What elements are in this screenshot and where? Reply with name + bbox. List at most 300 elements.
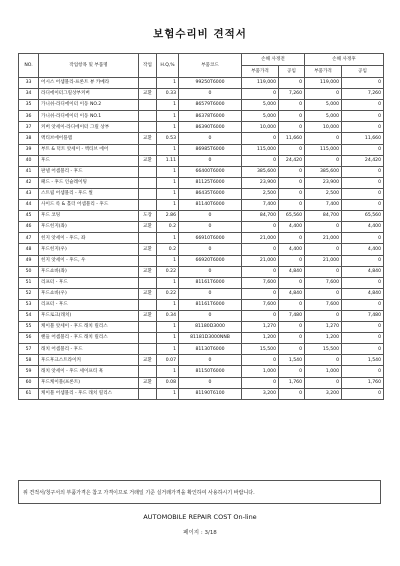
cell-item: 힌지 앗세이 - 후드, 좌	[39, 233, 139, 244]
cell-after-labor: 0	[342, 322, 384, 333]
cell-hq: 1	[157, 177, 179, 188]
cell-before-parts: 0	[242, 133, 279, 144]
cell-after-labor: 0	[342, 78, 384, 89]
cell-before-labor: 4,400	[279, 244, 305, 255]
cell-code: 66400T6000	[179, 166, 242, 177]
cell-before-labor: 65,560	[279, 211, 305, 222]
table-row	[19, 322, 384, 333]
cell-after-labor: 4,400	[342, 244, 384, 255]
cell-no: 58	[19, 355, 39, 366]
cell-code: 0	[179, 222, 242, 233]
cell-before-parts: 84,700	[242, 211, 279, 222]
page-title: 보험수리비 견적서	[153, 28, 247, 40]
cell-hq: 1	[157, 344, 179, 355]
table-row	[19, 355, 384, 366]
cell-work	[139, 144, 157, 155]
table-row	[19, 344, 384, 355]
cell-after-parts: 0	[305, 133, 342, 144]
header-after: 손해 사정후	[305, 54, 384, 66]
cell-work	[139, 78, 157, 89]
cell-hq: 1	[157, 366, 179, 377]
cell-hq: 1.11	[157, 155, 179, 166]
cell-after-parts: 1,000	[305, 366, 342, 377]
cell-before-parts: 119,000	[242, 78, 279, 89]
cell-before-parts: 1,000	[242, 366, 279, 377]
header-before-parts: 부품가격	[242, 66, 279, 78]
cell-no: 54	[19, 310, 39, 321]
header-after-parts: 부품가격	[305, 66, 342, 78]
cell-after-labor: 0	[342, 100, 384, 111]
cell-after-labor: 7,480	[342, 310, 384, 321]
cell-before-labor: 24,420	[279, 155, 305, 166]
cell-no: 45	[19, 211, 39, 222]
table-row	[19, 78, 384, 89]
estimate-table	[18, 53, 384, 400]
table-row	[19, 288, 384, 299]
header-work: 작업	[139, 54, 157, 78]
cell-no: 37	[19, 122, 39, 133]
cell-before-parts: 21,000	[242, 255, 279, 266]
table-row	[19, 255, 384, 266]
cell-hq: 0.08	[157, 377, 179, 388]
cell-before-parts: 7,400	[242, 200, 279, 211]
cell-before-labor: 7,480	[279, 310, 305, 321]
cell-work: 교환	[139, 288, 157, 299]
cell-before-labor: 0	[279, 177, 305, 188]
cell-code: 0	[179, 211, 242, 222]
cell-after-labor: 65,560	[342, 211, 384, 222]
cell-item: 스트립 어셈블리 - 후드 씰	[39, 188, 139, 199]
cell-item: 리프터 - 후드	[39, 277, 139, 288]
cell-item: 사이드 록 & 홀더 어셈블리 - 후드	[39, 200, 139, 211]
cell-code: 66910T6000	[179, 233, 242, 244]
cell-after-labor: 1,540	[342, 355, 384, 366]
cell-after-labor: 0	[342, 111, 384, 122]
cell-after-labor: 0	[342, 177, 384, 188]
cell-no: 36	[19, 111, 39, 122]
cell-code: 0	[179, 89, 242, 100]
cell-code: 81190T6100	[179, 388, 242, 399]
cell-item: 케이블 앗세이 - 후드 래치 릴리스	[39, 322, 139, 333]
cell-item: 패드 - 후드 인슐레이팅	[39, 177, 139, 188]
cell-work	[139, 111, 157, 122]
cell-item: 후드로크(래치)	[39, 310, 139, 321]
cell-after-parts: 15,500	[305, 344, 342, 355]
cell-hq: 1	[157, 166, 179, 177]
cell-no: 46	[19, 222, 39, 233]
cell-item: 후드후크스트라이커	[39, 355, 139, 366]
cell-after-parts: 0	[305, 266, 342, 277]
cell-code: 81150T6000	[179, 366, 242, 377]
cell-item: 후드 코팅	[39, 211, 139, 222]
cell-no: 61	[19, 388, 39, 399]
cell-no: 60	[19, 377, 39, 388]
cell-after-labor: 4,840	[342, 288, 384, 299]
table-row	[19, 366, 384, 377]
cell-code: 86579T6000	[179, 100, 242, 111]
cell-after-labor: 7,260	[342, 89, 384, 100]
cell-code: 0	[179, 133, 242, 144]
cell-code: 0	[179, 266, 242, 277]
page-number: 페이지 : 3/18	[183, 530, 217, 536]
cell-hq: 0.33	[157, 89, 179, 100]
cell-no: 56	[19, 333, 39, 344]
table-row	[19, 144, 384, 155]
cell-no: 41	[19, 166, 39, 177]
cell-item: 후드쇼바(우)	[39, 288, 139, 299]
table-row	[19, 377, 384, 388]
cell-hq: 1	[157, 233, 179, 244]
cell-hq: 1	[157, 255, 179, 266]
table-row	[19, 122, 384, 133]
cell-before-labor: 0	[279, 344, 305, 355]
cell-hq: 1	[157, 100, 179, 111]
cell-hq: 0.22	[157, 288, 179, 299]
cell-before-parts: 5,000	[242, 100, 279, 111]
cell-code: 0	[179, 244, 242, 255]
cell-after-parts: 0	[305, 377, 342, 388]
cell-no: 49	[19, 255, 39, 266]
cell-code: 81140T6000	[179, 200, 242, 211]
cell-work: 교환	[139, 377, 157, 388]
cell-item: 리프터 - 후드	[39, 299, 139, 310]
cell-item: 액티브에어플랩	[39, 133, 139, 144]
cell-before-parts: 7,600	[242, 299, 279, 310]
cell-before-parts: 385,600	[242, 166, 279, 177]
table-row	[19, 266, 384, 277]
header-hq: H.Q,%	[157, 54, 179, 78]
cell-no: 33	[19, 78, 39, 89]
cell-after-labor: 11,660	[342, 133, 384, 144]
cell-hq: 1	[157, 333, 179, 344]
cell-after-parts: 84,700	[305, 211, 342, 222]
cell-before-labor: 0	[279, 388, 305, 399]
cell-hq: 2.86	[157, 211, 179, 222]
cell-before-parts: 1,200	[242, 333, 279, 344]
cell-no: 44	[19, 200, 39, 211]
cell-code: 0	[179, 355, 242, 366]
cell-after-labor: 0	[342, 344, 384, 355]
table-row	[19, 388, 384, 399]
table-row	[19, 299, 384, 310]
cell-before-labor: 0	[279, 366, 305, 377]
cell-code: 81180D3000	[179, 322, 242, 333]
cell-code: 0	[179, 310, 242, 321]
cell-item: 후드힌지(우)	[39, 244, 139, 255]
cell-work	[139, 200, 157, 211]
cell-after-parts: 0	[305, 155, 342, 166]
cell-item: 어시스 어셈블리-프론트 뷰 카메라	[39, 78, 139, 89]
cell-hq: 1	[157, 299, 179, 310]
cell-before-parts: 0	[242, 222, 279, 233]
cell-after-parts: 0	[305, 89, 342, 100]
cell-after-labor: 4,840	[342, 266, 384, 277]
cell-after-labor: 0	[342, 277, 384, 288]
cell-after-labor: 0	[342, 144, 384, 155]
cell-work	[139, 366, 157, 377]
cell-before-labor: 0	[279, 277, 305, 288]
cell-after-labor: 0	[342, 122, 384, 133]
table-row	[19, 222, 384, 233]
table-row	[19, 211, 384, 222]
cell-no: 48	[19, 244, 39, 255]
cell-before-labor: 0	[279, 299, 305, 310]
cell-after-parts: 0	[305, 310, 342, 321]
cell-work	[139, 166, 157, 177]
cell-after-parts: 21,000	[305, 233, 342, 244]
cell-after-parts: 1,270	[305, 322, 342, 333]
cell-before-parts: 0	[242, 155, 279, 166]
cell-hq: 1	[157, 111, 179, 122]
cell-item: 래치 어셈블리 - 후드	[39, 344, 139, 355]
cell-before-labor: 0	[279, 188, 305, 199]
cell-after-labor: 0	[342, 233, 384, 244]
cell-before-parts: 5,000	[242, 111, 279, 122]
cell-after-parts: 3,200	[305, 388, 342, 399]
cell-work	[139, 177, 157, 188]
cell-before-labor: 1,760	[279, 377, 305, 388]
cell-after-labor: 24,420	[342, 155, 384, 166]
table-row	[19, 133, 384, 144]
cell-no: 47	[19, 233, 39, 244]
cell-work: 교환	[139, 244, 157, 255]
cell-before-parts: 2,500	[242, 188, 279, 199]
cell-code: 86435T6000	[179, 188, 242, 199]
cell-hq: 1	[157, 200, 179, 211]
cell-after-labor: 0	[342, 388, 384, 399]
cell-work	[139, 277, 157, 288]
table-row	[19, 244, 384, 255]
cell-work	[139, 333, 157, 344]
cell-code: 81161T6000	[179, 299, 242, 310]
cell-after-parts: 21,000	[305, 255, 342, 266]
cell-before-parts: 115,000	[242, 144, 279, 155]
cell-after-parts: 119,000	[305, 78, 342, 89]
cell-no: 34	[19, 89, 39, 100]
cell-after-labor: 0	[342, 366, 384, 377]
cell-item: 가니쉬-라디에이터 이동 NO.2	[39, 100, 139, 111]
table-row	[19, 155, 384, 166]
cell-hq: 0.34	[157, 310, 179, 321]
cell-before-labor: 0	[279, 166, 305, 177]
cell-hq: 1	[157, 78, 179, 89]
cell-before-parts: 1,270	[242, 322, 279, 333]
cell-before-labor: 4,840	[279, 266, 305, 277]
cell-before-parts: 0	[242, 89, 279, 100]
cell-item: 래치 앗세이 - 후드 세이프티 훅	[39, 366, 139, 377]
cell-code: 86985T6000	[179, 144, 242, 155]
cell-before-labor: 4,840	[279, 288, 305, 299]
cell-after-parts: 7,400	[305, 200, 342, 211]
disclaimer-note: 위 견적서/청구서의 부품가격은 참고 가격이므로 거래일 기준 실거래가격을 확인하여 사용하시기 바랍니다.	[18, 480, 381, 504]
cell-hq: 0.07	[157, 355, 179, 366]
cell-item: 케이블 어셈블리 - 후드 래치 릴리스	[39, 388, 139, 399]
cell-work: 도장	[139, 211, 157, 222]
cell-before-labor: 11,660	[279, 133, 305, 144]
table-row	[19, 188, 384, 199]
cell-item: 부트 & 덕트 앗세이 - 액티브 에어	[39, 144, 139, 155]
table-row	[19, 200, 384, 211]
cell-after-parts: 385,600	[305, 166, 342, 177]
cell-code: 86390T6000	[179, 122, 242, 133]
cell-after-parts: 0	[305, 288, 342, 299]
cell-no: 53	[19, 299, 39, 310]
header-after-labor: 공임	[342, 66, 384, 78]
cell-after-labor: 0	[342, 200, 384, 211]
cell-before-labor: 7,260	[279, 89, 305, 100]
cell-code: 0	[179, 155, 242, 166]
cell-work: 교환	[139, 89, 157, 100]
cell-hq: 1	[157, 188, 179, 199]
cell-before-labor: 0	[279, 144, 305, 155]
header-code: 부품코드	[179, 54, 242, 78]
cell-item: 판넬 어셈블리 - 후드	[39, 166, 139, 177]
cell-no: 40	[19, 155, 39, 166]
cell-before-labor: 0	[279, 111, 305, 122]
cell-before-labor: 0	[279, 333, 305, 344]
cell-after-parts: 7,600	[305, 277, 342, 288]
cell-before-labor: 4,400	[279, 222, 305, 233]
cell-work	[139, 388, 157, 399]
footer-service-name: AUTOMOBILE REPAIR COST On-line	[143, 513, 257, 521]
cell-code: 99250T6000	[179, 78, 242, 89]
cell-before-parts: 10,000	[242, 122, 279, 133]
table-row	[19, 310, 384, 321]
cell-item: 후드힌지(좌)	[39, 222, 139, 233]
cell-after-parts: 2,500	[305, 188, 342, 199]
cell-before-labor: 0	[279, 200, 305, 211]
cell-hq: 1	[157, 277, 179, 288]
cell-before-labor: 0	[279, 100, 305, 111]
cell-item: 후드쇼바(좌)	[39, 266, 139, 277]
cell-work	[139, 299, 157, 310]
cell-no: 52	[19, 288, 39, 299]
cell-before-parts: 0	[242, 288, 279, 299]
cell-item: 커버 앗세이-라디에이터 그릴 상부	[39, 122, 139, 133]
cell-no: 57	[19, 344, 39, 355]
table-row	[19, 166, 384, 177]
cell-code: 81130T6000	[179, 344, 242, 355]
cell-work: 교환	[139, 222, 157, 233]
cell-after-labor: 1,760	[342, 377, 384, 388]
cell-before-labor: 0	[279, 122, 305, 133]
cell-after-parts: 5,000	[305, 111, 342, 122]
cell-item: 가니쉬-라디에이터 이동 NO.1	[39, 111, 139, 122]
table-row	[19, 177, 384, 188]
cell-hq: 1	[157, 322, 179, 333]
table-row	[19, 100, 384, 111]
table-row	[19, 333, 384, 344]
cell-work	[139, 100, 157, 111]
cell-hq: 0.2	[157, 222, 179, 233]
cell-before-parts: 0	[242, 310, 279, 321]
cell-before-parts: 0	[242, 266, 279, 277]
cell-before-parts: 3,200	[242, 388, 279, 399]
cell-after-parts: 115,000	[305, 144, 342, 155]
cell-work: 교환	[139, 155, 157, 166]
cell-hq: 1	[157, 122, 179, 133]
cell-hq: 0.53	[157, 133, 179, 144]
cell-item: 후드케이블(프론트)	[39, 377, 139, 388]
cell-code: 81161T6000	[179, 277, 242, 288]
cell-work	[139, 344, 157, 355]
cell-before-labor: 0	[279, 233, 305, 244]
header-before-labor: 공임	[279, 66, 305, 78]
cell-hq: 0.22	[157, 266, 179, 277]
cell-after-labor: 0	[342, 255, 384, 266]
cell-item: 후드	[39, 155, 139, 166]
cell-no: 59	[19, 366, 39, 377]
table-row	[19, 111, 384, 122]
cell-before-parts: 7,600	[242, 277, 279, 288]
cell-code: 0	[179, 377, 242, 388]
cell-work: 교환	[139, 133, 157, 144]
cell-after-parts: 23,900	[305, 177, 342, 188]
cell-after-parts: 5,000	[305, 100, 342, 111]
cell-before-labor: 1,540	[279, 355, 305, 366]
cell-work	[139, 322, 157, 333]
cell-no: 51	[19, 277, 39, 288]
table-row	[19, 233, 384, 244]
cell-no: 43	[19, 188, 39, 199]
cell-after-labor: 4,400	[342, 222, 384, 233]
cell-code: 81181D3000NNB	[179, 333, 242, 344]
cell-before-parts: 15,500	[242, 344, 279, 355]
header-before: 손해 사정전	[242, 54, 305, 66]
cell-before-labor: 0	[279, 78, 305, 89]
cell-after-labor: 0	[342, 333, 384, 344]
cell-work: 교환	[139, 355, 157, 366]
cell-after-labor: 0	[342, 188, 384, 199]
cell-after-parts: 0	[305, 355, 342, 366]
cell-after-parts: 0	[305, 222, 342, 233]
cell-after-labor: 0	[342, 166, 384, 177]
cell-no: 55	[19, 322, 39, 333]
cell-no: 35	[19, 100, 39, 111]
cell-before-parts: 21,000	[242, 233, 279, 244]
cell-after-parts: 7,600	[305, 299, 342, 310]
cell-code: 81125T6000	[179, 177, 242, 188]
cell-no: 39	[19, 144, 39, 155]
cell-after-labor: 0	[342, 299, 384, 310]
cell-code: 0	[179, 288, 242, 299]
table-body	[19, 78, 384, 400]
cell-no: 50	[19, 266, 39, 277]
header-item: 작업항목 및 부품명	[39, 54, 139, 78]
cell-hq: 1	[157, 144, 179, 155]
cell-item: 힌지 앗세이 - 후드, 우	[39, 255, 139, 266]
cell-before-parts: 0	[242, 377, 279, 388]
cell-code: 66920T6000	[179, 255, 242, 266]
cell-after-parts: 1,200	[305, 333, 342, 344]
cell-before-labor: 0	[279, 322, 305, 333]
cell-code: 86378T6000	[179, 111, 242, 122]
cell-before-parts: 23,900	[242, 177, 279, 188]
cell-before-labor: 0	[279, 255, 305, 266]
cell-no: 42	[19, 177, 39, 188]
cell-work	[139, 188, 157, 199]
cell-hq: 0.2	[157, 244, 179, 255]
cell-item: 핸들 어셈블리 - 후드 래치 릴리스	[39, 333, 139, 344]
cell-after-parts: 0	[305, 244, 342, 255]
cell-item: 라디에이터그릴상부커버	[39, 89, 139, 100]
cell-no: 38	[19, 133, 39, 144]
header-no: NO.	[19, 54, 39, 78]
cell-work: 교환	[139, 266, 157, 277]
cell-work	[139, 233, 157, 244]
table-row	[19, 89, 384, 100]
cell-hq: 1	[157, 388, 179, 399]
